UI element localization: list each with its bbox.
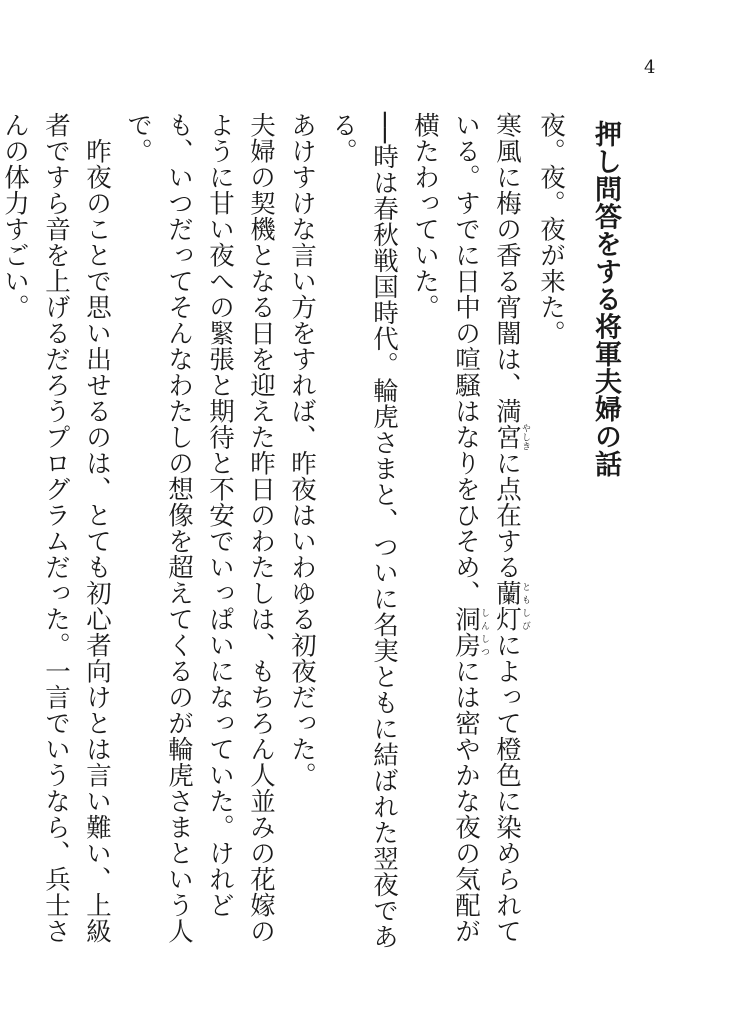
chapter-title: 押し問答をする将軍夫婦の話 — [590, 120, 621, 478]
ruby-tomoshibi: 蘭灯ともしび — [492, 580, 530, 632]
ruby-yashiki: 宮やしき — [492, 423, 530, 451]
paragraph-3: ──時は春秋戦国時代。輪虎さまと、ついに名実ともに結ばれた翌夜である。 — [328, 112, 399, 950]
paragraph-2-text-a: 寒風に梅の香る宵闇は、満 — [492, 112, 522, 424]
paragraph-5: 夫婦の契機となる日を迎えた昨日のわたしは、もちろん人並みの花嫁のように甘い夜への緊張と期待と不安でいっぱいになっていた。けれども、いつだってそんなわたしの想像を超えてくるのが輪虎さまという人で。 — [123, 112, 276, 944]
vertical-text-body — [0, 112, 626, 962]
paragraph-2 — [404, 112, 530, 962]
paragraph-1: 夜。夜。夜が来た。 — [536, 112, 566, 346]
paragraph-6: 昨夜のことで思い出せるのは、とても初心者向けとは言い難い、上級者ですら音を上げるだろうプログラムだった。一言でいうなら、兵士さんの体力すごい。 — [0, 112, 112, 944]
page-number: 4 — [644, 57, 656, 78]
paragraph-4: あけすけな言い方をすれば、昨夜はいわゆる初夜だった。 — [287, 112, 317, 788]
paragraph-2-text-b: に点在する — [492, 450, 522, 580]
paragraph-2-text-c: によって橙色に染められている。すでに日中の喧騒はなりをひそめ、 — [451, 112, 522, 944]
ruby-shinshitsu: 洞房しんしつ — [451, 606, 489, 658]
paragraph-2-text-d: には密やかな夜の気配が横たわっていた。 — [410, 112, 481, 944]
